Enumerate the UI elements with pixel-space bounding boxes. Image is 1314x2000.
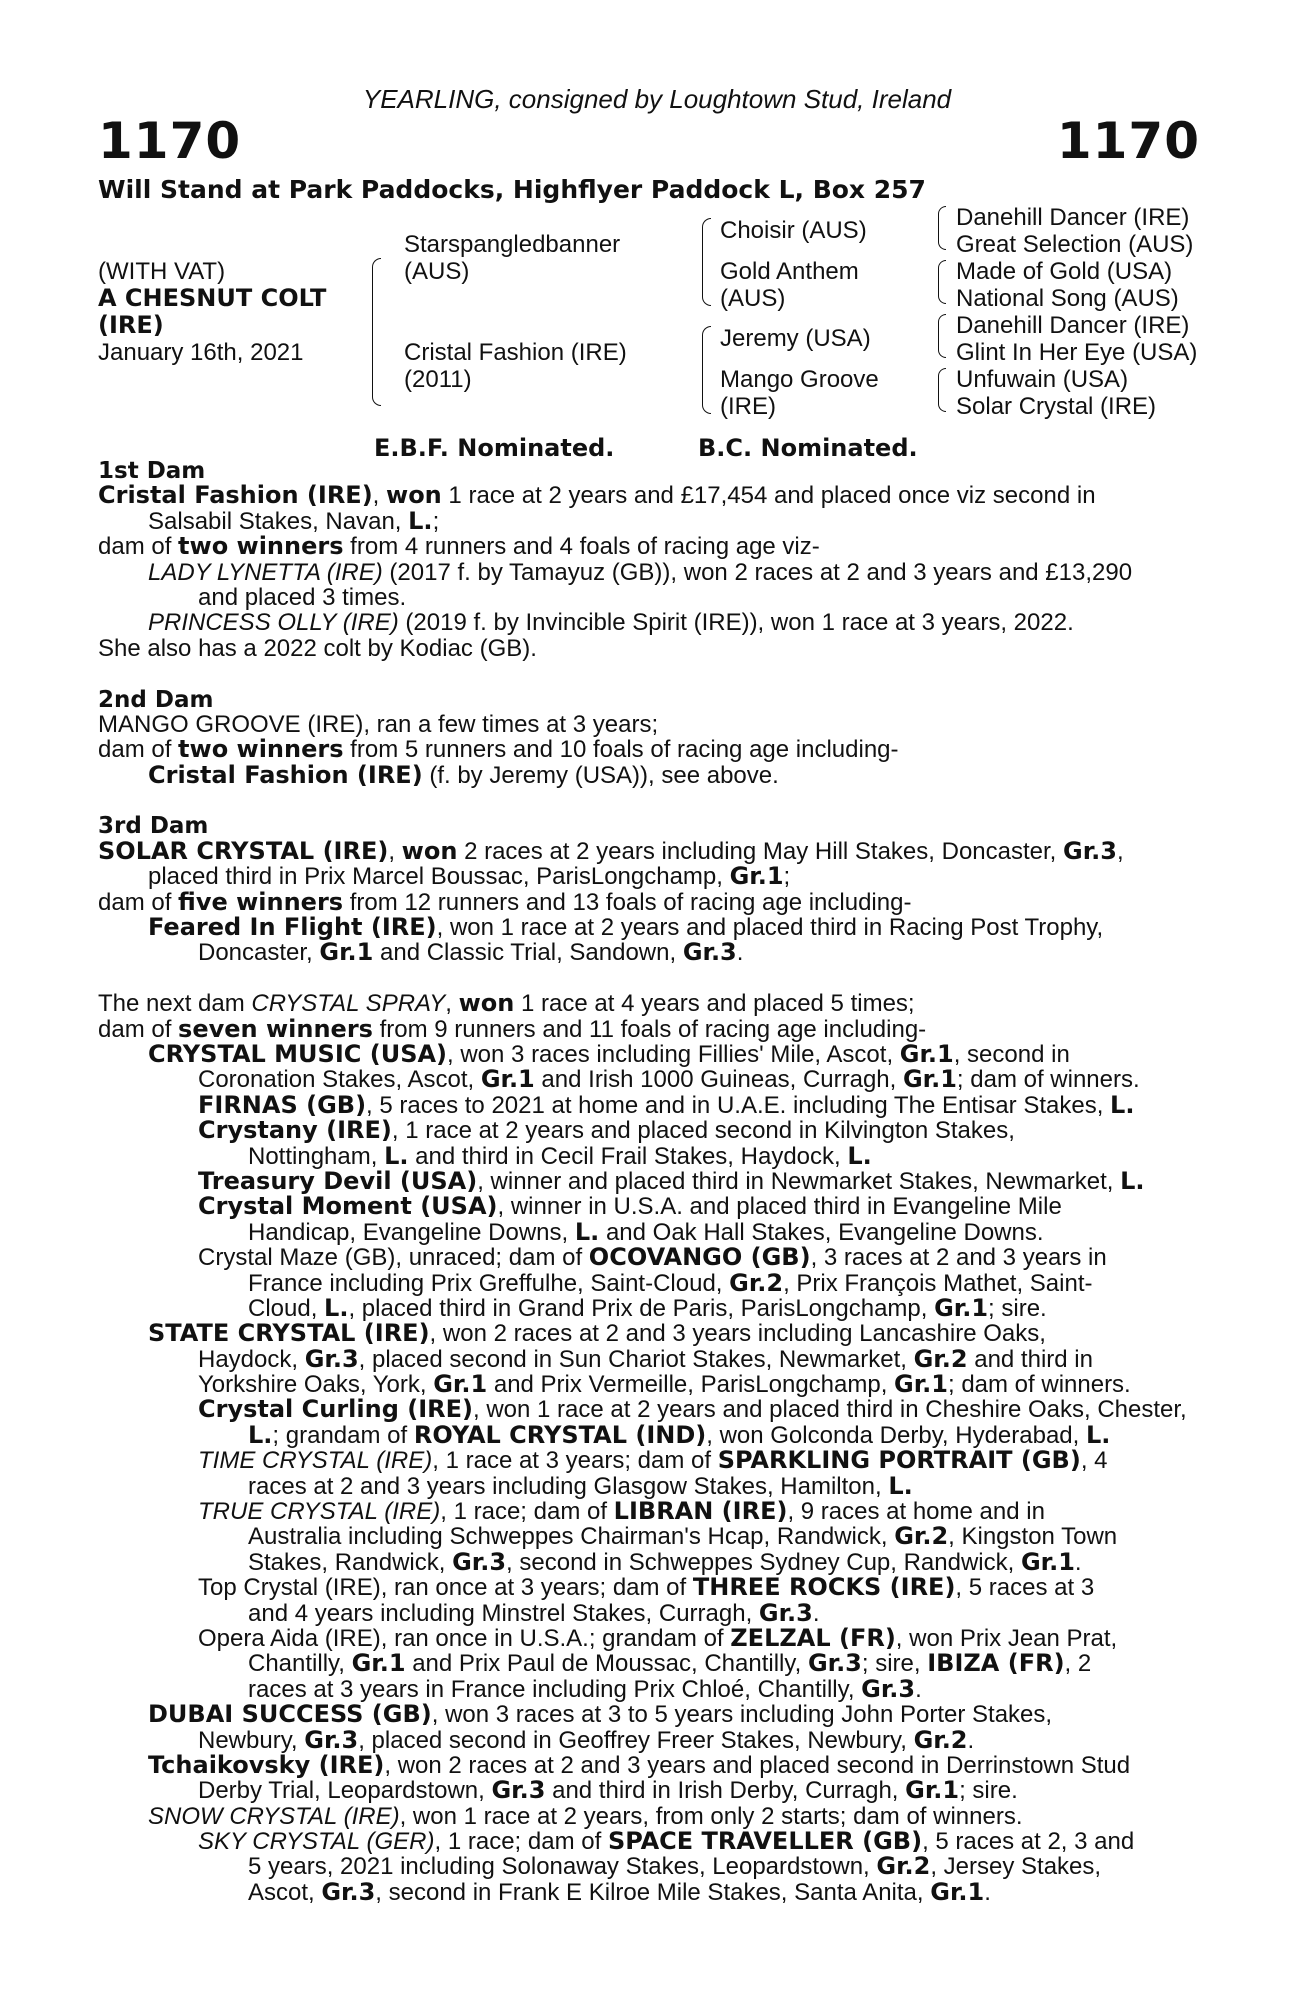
bold-text: L.	[384, 1141, 409, 1170]
grand-produce-entry	[98, 1575, 1190, 1600]
text-run: ,	[445, 990, 459, 1018]
text-run: .	[915, 1675, 922, 1703]
bold-text: Gr.3	[1063, 836, 1117, 865]
text-run: and placed 3 times.	[198, 583, 407, 611]
text-run: , 1 race at 2 years and placed second in Kilvington Stakes,	[391, 1117, 1015, 1145]
bold-text: Gr.2	[913, 1344, 968, 1373]
bold-text: L.	[1120, 1166, 1145, 1195]
produce-entry-cont	[98, 1067, 1190, 1092]
text-run: , 1 race; dam of	[434, 1828, 608, 1856]
italic-text: SKY CRYSTAL (GER)	[198, 1828, 435, 1856]
text-run: , won 3 races including Fillies' Mile, Ascot,	[447, 1040, 900, 1068]
grand-produce-entry	[98, 1194, 1190, 1219]
bold-text: ZELZAL (FR)	[730, 1623, 896, 1652]
text-run: , second in	[953, 1040, 1070, 1068]
text-run: Nottingham,	[248, 1142, 385, 1170]
text-run: ; sire.	[988, 1294, 1047, 1322]
great-grandparent-1: Danehill Dancer (IRE)	[956, 204, 1190, 231]
bold-text: L.	[324, 1293, 349, 1322]
text-run: placed third in Prix Marcel Boussac, ParisLongchamp,	[148, 863, 730, 891]
grand-produce-entry-cont	[98, 1217, 1190, 1246]
great-grandparent-2: Great Selection (AUS)	[956, 231, 1194, 258]
sire-country: (AUS)	[404, 258, 470, 285]
bold-text: Gr.1	[894, 1370, 948, 1399]
text-run: , won 1 race at 2 years and placed third in Cheshire Oaks, Chester,	[472, 1396, 1187, 1424]
bold-text: LIBRAN (IRE)	[613, 1497, 788, 1526]
bold-text: L.	[248, 1420, 273, 1449]
grand-produce-entry	[98, 1829, 1190, 1854]
text-run: .	[736, 939, 744, 967]
next-dam-produce-summary	[98, 1014, 1190, 1043]
text-run: , won 2 races at 2 and 3 years including Lancashire Oaks,	[429, 1320, 1046, 1348]
horse-name: A CHESNUT COLT	[98, 284, 327, 312]
produce-note	[98, 636, 1190, 661]
grand-produce-entry	[98, 1397, 1190, 1422]
sires-dam-country: (AUS)	[720, 285, 786, 312]
text-run: Ascot,	[248, 1878, 322, 1906]
vat-note: (WITH VAT)	[98, 258, 226, 285]
bold-text: two winners	[178, 532, 344, 561]
grand-produce-entry	[98, 1499, 1190, 1524]
bold-text: won	[401, 836, 458, 865]
text-run: races at 2 and 3 years including Glasgow Stakes, Hamilton,	[248, 1472, 889, 1500]
grand-produce-entry-cont	[98, 1877, 1190, 1906]
text-run: Handicap, Evangeline Downs,	[248, 1218, 575, 1246]
bold-text: Gr.1	[729, 862, 784, 891]
section-heading-text: 3rd Dam	[98, 813, 209, 840]
produce-entry-cont	[98, 1344, 1190, 1373]
text-run: (f. by Jeremy (USA)), see above.	[422, 761, 779, 789]
bold-text: L.	[1110, 1090, 1135, 1119]
text-run: ;	[432, 507, 440, 535]
section-heading-text: 2nd Dam	[98, 686, 214, 713]
text-run: , 4	[1080, 1447, 1108, 1475]
text-run: Cloud,	[248, 1294, 325, 1322]
grand-produce-entry-cont	[98, 1598, 1190, 1627]
spacer	[98, 661, 1190, 686]
text-run: and Oak Hall Stakes, Evangeline Downs.	[599, 1218, 1044, 1246]
section-heading-1st-dam	[98, 458, 1190, 483]
text-run: Salsabil Stakes, Navan,	[148, 507, 409, 535]
grand-produce-entry	[98, 1118, 1190, 1143]
text-run: , 2	[1064, 1650, 1092, 1678]
bold-text: L.	[574, 1217, 600, 1246]
text-run: ,	[388, 837, 402, 865]
text-run: ; dam of winners.	[947, 1371, 1131, 1399]
foaling-date: January 16th, 2021	[98, 339, 304, 366]
grand-produce-entry-cont	[98, 1420, 1190, 1449]
grand-produce-entry-cont	[98, 1524, 1190, 1549]
text-run: and Prix Vermeille, ParisLongchamp,	[487, 1371, 895, 1399]
text-run: Top Crystal (IRE), ran once at 3 years; dam of	[198, 1574, 693, 1602]
produce-entry	[98, 1804, 1190, 1829]
bold-text: Gr.1	[351, 1649, 406, 1678]
text-run: MANGO GROOVE (IRE), ran a few times at 3 years;	[98, 710, 659, 738]
text-run: .	[984, 1878, 991, 1906]
text-run: and Prix Paul de Moussac, Chantilly,	[405, 1650, 808, 1678]
produce-entry	[98, 1750, 1190, 1779]
pedigree-brace-gg2	[938, 260, 946, 304]
dams-dam: Mango Groove	[720, 366, 879, 393]
bold-text: SPACE TRAVELLER (GB)	[607, 1827, 923, 1856]
text-run: and 4 years including Minstrel Stakes, Curragh,	[248, 1599, 759, 1627]
bold-text: won	[458, 989, 515, 1018]
section-heading-2nd-dam	[98, 687, 1190, 712]
grand-produce-entry	[98, 1245, 1190, 1270]
bold-text: Gr.3	[861, 1674, 916, 1703]
text-run: , winner in U.S.A. and placed third in Evangeline Mile	[497, 1193, 1062, 1221]
text-run: 2 races at 2 years including May Hill Stakes, Doncaster,	[457, 837, 1064, 865]
bold-text: Gr.3	[758, 1598, 813, 1627]
dam-summary	[98, 483, 1190, 508]
bold-text: Feared In Flight (IRE)	[148, 913, 437, 942]
text-run: 1 race at 4 years and placed 5 times;	[514, 990, 915, 1018]
text-run: dam of	[98, 1015, 179, 1043]
bold-text: OCOVANGO (GB)	[588, 1243, 811, 1272]
text-run: from 9 runners and 11 foals of racing age including-	[372, 1015, 927, 1043]
produce-entry	[98, 1321, 1190, 1346]
ebf-nomination: E.B.F. Nominated.	[374, 434, 615, 462]
bold-text: Gr.3	[304, 1344, 359, 1373]
text-run: and third in	[967, 1345, 1093, 1373]
bold-text: Gr.1	[905, 1776, 960, 1805]
grand-produce-entry-cont	[98, 1651, 1190, 1676]
bold-text: Gr.3	[807, 1649, 862, 1678]
text-run: .	[812, 1599, 820, 1627]
text-run: , placed second in Sun Chariot Stakes, Newmarket,	[358, 1345, 914, 1373]
text-run: ; sire,	[861, 1650, 928, 1678]
produce-entry-cont	[98, 1778, 1190, 1803]
grand-produce-entry	[98, 1090, 1190, 1119]
third-dam-produce-summary	[98, 887, 1190, 916]
text-run: Stakes, Randwick,	[248, 1548, 453, 1576]
pedigree-brace-gg4	[938, 368, 946, 412]
bold-text: SOLAR CRYSTAL (IRE)	[98, 836, 389, 865]
bold-text: five winners	[178, 887, 344, 916]
bold-text: FIRNAS (GB)	[198, 1090, 367, 1119]
text-run: Crystal Maze (GB), unraced; dam of	[198, 1244, 589, 1272]
pedigree-brace-parents	[372, 258, 381, 406]
text-run: , Jersey Stakes,	[930, 1853, 1102, 1881]
text-run: , 5 races at 3	[955, 1574, 1095, 1602]
bold-text: Gr.1	[433, 1370, 488, 1399]
pedigree-brace-gg3	[938, 314, 946, 358]
text-run: from 5 runners and 10 foals of racing age including-	[343, 736, 899, 764]
consignor-line: YEARLING, consigned by Loughtown Stud, Ireland	[362, 84, 952, 114]
bold-text: Gr.3	[682, 938, 737, 967]
italic-text: SNOW CRYSTAL (IRE)	[148, 1802, 400, 1830]
section-heading-3rd-dam	[98, 813, 1190, 838]
text-run: and Classic Trial, Sandown,	[373, 939, 683, 967]
bold-text: Gr.1	[930, 1877, 985, 1906]
bold-text: THREE ROCKS (IRE)	[692, 1573, 956, 1602]
text-run: (2017 f. by Tamayuz (GB)), won 2 races at 2 and 3 years and £13,290	[382, 558, 1133, 586]
bold-text: Crystal Moment (USA)	[198, 1192, 498, 1221]
text-run: She also has a 2022 colt by Kodiac (GB).	[98, 634, 537, 662]
bold-text: Gr.1	[319, 938, 374, 967]
bold-text: Gr.3	[321, 1877, 376, 1906]
bold-text: L.	[847, 1141, 872, 1170]
text-run: 5 years, 2021 including Solonaway Stakes, Leopardstown,	[248, 1853, 877, 1881]
bold-text: Crystany (IRE)	[198, 1116, 392, 1145]
text-run: and third in Irish Derby, Curragh,	[545, 1777, 906, 1805]
bold-text: L.	[1086, 1420, 1111, 1449]
pedigree-brace-gg1	[938, 206, 946, 250]
bold-text: Gr.3	[452, 1547, 507, 1576]
text-run: Doncaster,	[198, 939, 320, 967]
text-run: dam of	[98, 736, 179, 764]
text-run: , 9 races at home and in	[787, 1498, 1045, 1526]
text-run: races at 3 years in France including Prix Chloé, Chantilly,	[248, 1675, 862, 1703]
grand-produce-entry	[98, 1448, 1190, 1473]
produce-entry-cont	[98, 1372, 1190, 1397]
produce-entry	[98, 560, 1190, 585]
text-run: ; sire.	[959, 1777, 1018, 1805]
text-run: , Prix François Mathet, Saint-	[783, 1269, 1093, 1297]
pedigree-brace-dam-side	[702, 326, 711, 414]
bold-text: Cristal Fashion (IRE)	[148, 760, 423, 789]
bold-text: SPARKLING PORTRAIT (GB)	[717, 1446, 1081, 1475]
bold-text: Gr.3	[491, 1776, 546, 1805]
produce-entry-cont	[98, 940, 1190, 965]
italic-text: PRINCESS OLLY (IRE)	[148, 609, 399, 637]
text-run: , won 3 races at 3 to 5 years including John Porter Stakes,	[431, 1701, 1053, 1729]
spacer	[98, 966, 1190, 991]
text-run: dam of	[98, 533, 179, 561]
text-run: from 4 runners and 4 foals of racing age viz-	[343, 533, 820, 561]
text-run: (2019 f. by Invincible Spirit (IRE)), won 1 race at 3 years, 2022.	[398, 609, 1074, 637]
dam-summary-cont	[98, 506, 1190, 535]
bold-text: Gr.1	[1020, 1547, 1075, 1576]
great-grandparent-8: Solar Crystal (IRE)	[956, 393, 1157, 420]
text-run: , winner and placed third in Newmarket Stakes, Newmarket,	[477, 1167, 1121, 1195]
produce-entry	[98, 1702, 1190, 1727]
produce-entry	[98, 610, 1190, 635]
bold-text: DUBAI SUCCESS (GB)	[148, 1700, 432, 1729]
bold-text: Gr.1	[899, 1039, 954, 1068]
next-dam-summary	[98, 991, 1190, 1016]
bold-text: Gr.2	[913, 1725, 968, 1754]
text-run: Coronation Stakes, Ascot,	[198, 1066, 481, 1094]
section-heading-text: 1st Dam	[98, 458, 206, 484]
grand-produce-entry	[98, 1166, 1190, 1195]
pedigree-brace-sire-side	[702, 218, 711, 306]
produce-entry	[98, 760, 1190, 789]
bold-text: Gr.2	[729, 1268, 784, 1297]
dams-sire: Jeremy (USA)	[720, 325, 871, 352]
text-run: ;	[783, 863, 791, 891]
dam-year: (2011)	[404, 366, 472, 393]
text-run: ,	[1116, 837, 1124, 865]
text-run: , 5 races at 2, 3 and	[922, 1828, 1135, 1856]
spacer	[98, 788, 1190, 813]
italic-text: CRYSTAL SPRAY	[251, 990, 446, 1018]
grand-produce-entry-cont	[98, 1674, 1190, 1703]
bold-text: Gr.2	[876, 1852, 931, 1881]
great-grandparent-7: Unfuwain (USA)	[956, 366, 1129, 393]
text-run: , won Golconda Derby, Hyderabad,	[706, 1421, 1086, 1449]
third-dam-summary	[98, 836, 1190, 865]
text-run: Australia including Schweppes Chairman's Hcap, Randwick,	[248, 1523, 895, 1551]
text-run: Yorkshire Oaks, York,	[198, 1371, 434, 1399]
text-run: and Irish 1000 Guineas, Curragh,	[534, 1066, 903, 1094]
stand-location: Will Stand at Park Paddocks, Highflyer Paddock L, Box 257	[98, 175, 926, 204]
text-run: , won 1 race at 2 years and placed third in Racing Post Trophy,	[436, 914, 1104, 942]
grand-produce-entry-cont	[98, 1141, 1190, 1170]
text-run: 1 race at 2 years and £17,454 and placed once viz second in	[441, 482, 1096, 510]
great-grandparent-3: Made of Gold (USA)	[956, 258, 1173, 285]
dam-produce-summary	[98, 534, 1190, 559]
great-grandparent-4: National Song (AUS)	[956, 285, 1179, 312]
text-run: from 12 runners and 13 foals of racing age including-	[343, 888, 912, 916]
text-run: , 1 race at 3 years; dam of	[432, 1447, 718, 1475]
bold-text: two winners	[178, 735, 344, 764]
bold-text: Gr.1	[480, 1065, 535, 1094]
horse-name-country: (IRE)	[98, 311, 164, 339]
grand-produce-entry-cont	[98, 1293, 1190, 1322]
grand-produce-entry	[98, 1623, 1190, 1652]
dams-dam-country: (IRE)	[720, 393, 776, 420]
italic-text: LADY LYNETTA (IRE)	[148, 558, 383, 586]
text-run: France including Prix Greffulhe, Saint-Cloud,	[248, 1269, 730, 1297]
text-run: , won Prix Jean Prat,	[895, 1624, 1118, 1652]
bold-text: Treasury Devil (USA)	[198, 1166, 478, 1195]
text-run: dam of	[98, 888, 179, 916]
bold-text: STATE CRYSTAL (IRE)	[148, 1319, 430, 1348]
bold-text: Gr.2	[894, 1522, 949, 1551]
second-dam-summary	[98, 712, 1190, 737]
text-run: , 5 races to 2021 at home and in U.A.E. including The Entisar Stakes,	[366, 1091, 1111, 1119]
second-dam-produce-summary	[98, 737, 1190, 762]
bold-text: Crystal Curling (IRE)	[198, 1395, 473, 1424]
italic-text: TIME CRYSTAL (IRE)	[198, 1447, 433, 1475]
third-dam-summary-cont	[98, 864, 1190, 889]
great-grandparent-5: Danehill Dancer (IRE)	[956, 312, 1190, 339]
sires-sire: Choisir (AUS)	[720, 217, 867, 244]
text-run: , won 2 races at 2 and 3 years and placed second in Derrinstown Stud	[384, 1751, 1131, 1779]
text-run: , Kingston Town	[948, 1523, 1118, 1551]
text-run: Haydock,	[198, 1345, 305, 1373]
produce-entry	[98, 1039, 1190, 1068]
bold-text: L.	[408, 506, 433, 535]
text-run: , placed third in Grand Prix de Paris, ParisLongchamp,	[348, 1294, 935, 1322]
catalogue-page	[98, 458, 1190, 1905]
text-run: ,	[372, 482, 387, 510]
bold-text: L.	[888, 1471, 913, 1500]
text-run: Newbury,	[198, 1726, 305, 1754]
text-run: , second in Schweppes Sydney Cup, Randwick,	[506, 1548, 1021, 1576]
bold-text: Cristal Fashion (IRE)	[98, 481, 373, 510]
grand-produce-entry-cont	[98, 1854, 1190, 1879]
text-run: Chantilly,	[248, 1650, 352, 1678]
grand-produce-entry-cont	[98, 1471, 1190, 1500]
great-grandparent-6: Glint In Her Eye (USA)	[956, 339, 1198, 366]
lot-number-left: 1170	[98, 112, 242, 170]
text-run: ; dam of winners.	[956, 1066, 1140, 1094]
produce-entry	[98, 915, 1190, 940]
text-run: ; grandam of	[272, 1421, 414, 1449]
text-run: .	[1074, 1548, 1082, 1576]
italic-text: TRUE CRYSTAL (IRE)	[198, 1498, 441, 1526]
lot-number-right: 1170	[1056, 112, 1200, 170]
bold-text: Gr.3	[304, 1725, 359, 1754]
produce-entry-cont	[98, 1725, 1190, 1754]
bold-text: CRYSTAL MUSIC (USA)	[148, 1039, 448, 1068]
bold-text: IBIZA (FR)	[927, 1649, 1065, 1678]
text-run: , won 1 race at 2 years, from only 2 starts; dam of winners.	[399, 1802, 1023, 1830]
grand-produce-entry-cont	[98, 1268, 1190, 1297]
bc-nomination: B.C. Nominated.	[698, 434, 918, 462]
sire-name: Starspangledbanner	[404, 231, 621, 258]
text-run: , second in Frank E Kilroe Mile Stakes, Santa Anita,	[375, 1878, 931, 1906]
text-run: Derby Trial, Leopardstown,	[198, 1777, 492, 1805]
text-run: , 3 races at 2 and 3 years in	[810, 1244, 1107, 1272]
sires-dam: Gold Anthem	[720, 258, 859, 285]
dam-name: Cristal Fashion (IRE)	[404, 339, 627, 366]
bold-text: won	[386, 481, 442, 510]
text-run: The next dam	[98, 990, 252, 1018]
bold-text: Gr.1	[934, 1293, 989, 1322]
bold-text: Gr.1	[902, 1065, 957, 1094]
bold-text: Tchaikovsky (IRE)	[148, 1750, 385, 1779]
produce-entry-cont	[98, 585, 1190, 610]
grand-produce-entry-cont	[98, 1547, 1190, 1576]
text-run: Opera Aida (IRE), ran once in U.S.A.; grandam of	[198, 1624, 731, 1652]
text-run: , placed second in Geoffrey Freer Stakes, Newbury,	[358, 1726, 914, 1754]
bold-text: seven winners	[178, 1014, 373, 1043]
text-run: , 1 race; dam of	[440, 1498, 614, 1526]
bold-text: ROYAL CRYSTAL (IND)	[413, 1420, 707, 1449]
text-run: and third in Cecil Frail Stakes, Haydock,	[408, 1142, 848, 1170]
text-run: .	[967, 1726, 975, 1754]
